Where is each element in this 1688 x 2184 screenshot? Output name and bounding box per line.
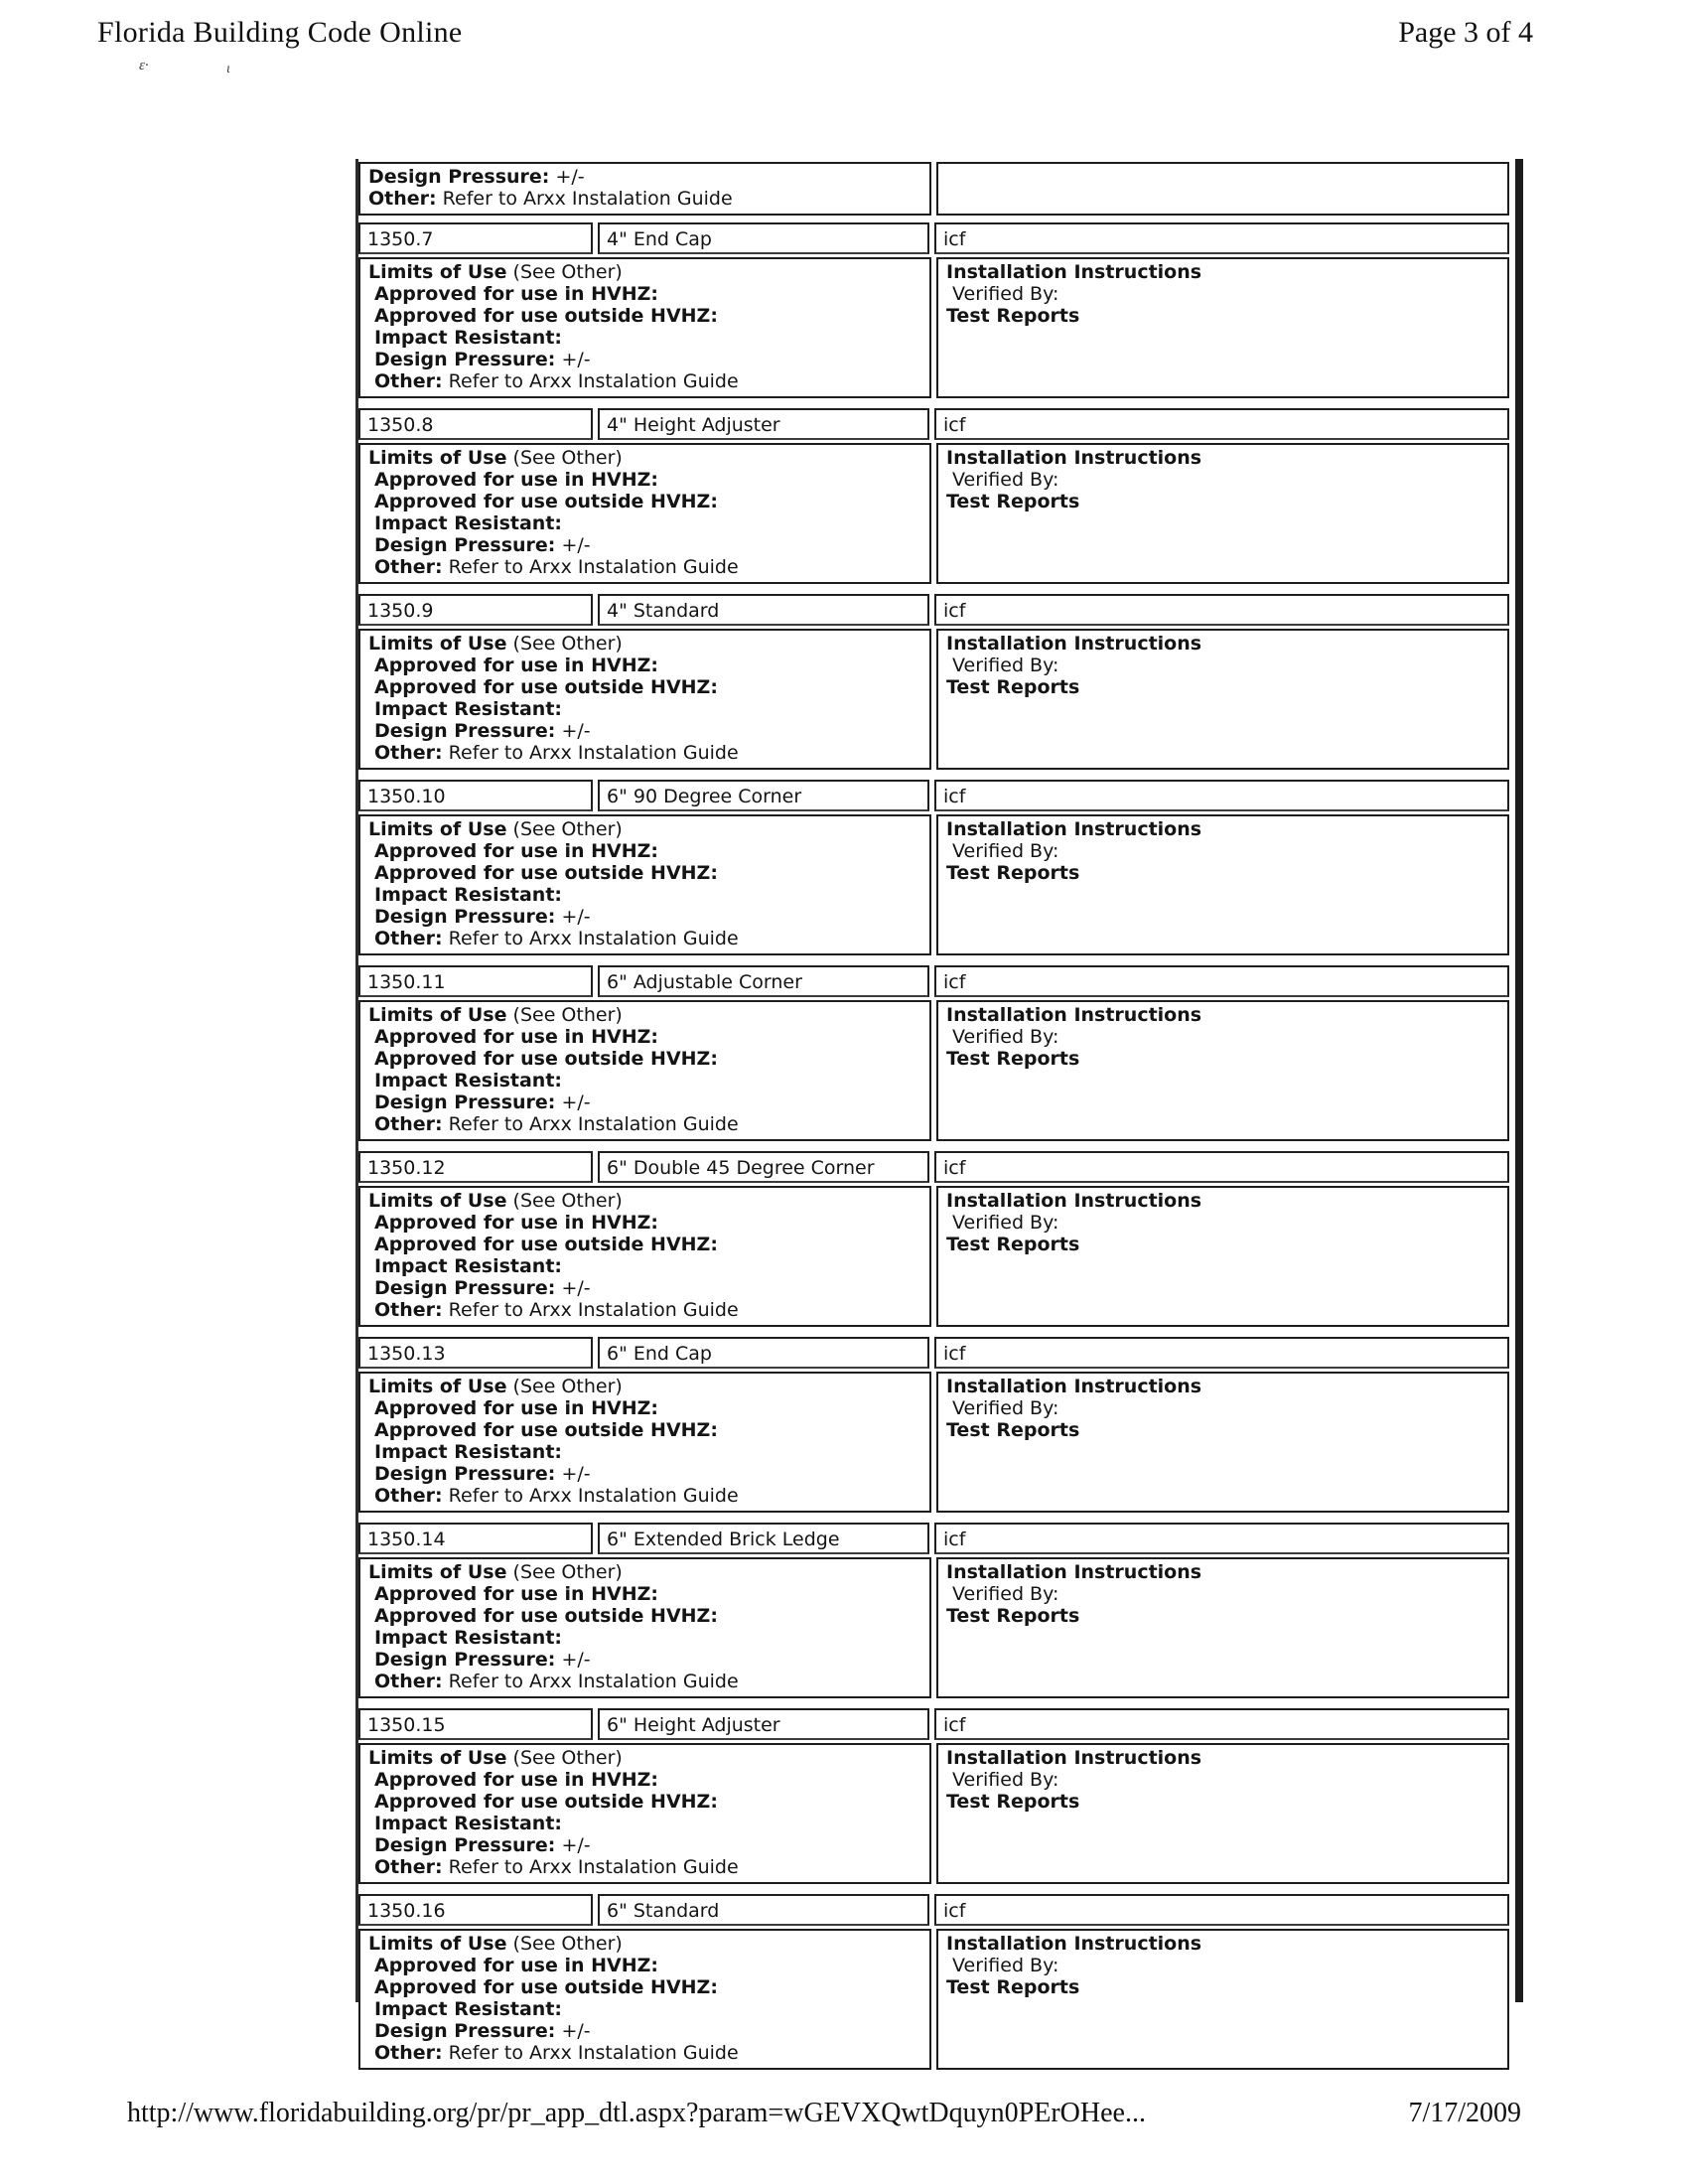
verified-by-label: Verified By: [952,1212,1059,1234]
other-label: Other: [374,1671,443,1692]
approved-in-hvhz-label: Approved for use in HVHZ: [374,469,658,491]
verified-by-label: Verified By: [952,840,1059,862]
installation-cell [936,257,1509,398]
other-label: Other: [374,2042,443,2064]
approved-in-hvhz-label: Approved for use in HVHZ: [374,1583,658,1605]
design-pressure-label: Design Pressure: [368,166,550,188]
installation-instructions-label: Installation Instructions [946,818,1202,840]
approved-in-hvhz-label: Approved for use in HVHZ: [374,1212,658,1234]
limits-of-use-line [368,1004,921,1026]
limits-of-use-cell [358,1186,931,1327]
other-value: Refer to Arxx Instalation Guide [442,556,739,578]
installation-cell [936,1929,1509,2070]
other-label: Other: [374,742,443,764]
limits-of-use-label: Limits of Use [368,1747,507,1769]
installation-cell [936,1557,1509,1698]
other-label: Other: [374,1856,443,1878]
limits-of-use-line [368,1376,921,1397]
approved-in-hvhz-label: Approved for use in HVHZ: [374,840,658,862]
entry-description: 4" Standard [598,594,929,626]
product-entry [358,1708,1509,1884]
installation-cell [936,1000,1509,1141]
other-label: Other: [374,1485,443,1507]
impact-resistant-label: Impact Resistant: [374,1627,563,1649]
limits-of-use-label: Limits of Use [368,1561,507,1583]
test-reports-label: Test Reports [946,676,1080,698]
entry-id: 1350.9 [358,594,593,626]
limits-of-use-line [368,1190,921,1212]
installation-instructions-label: Installation Instructions [946,1190,1202,1212]
limits-of-use-line [368,1747,921,1769]
design-pressure-value: +/- [555,349,591,370]
entry-header-row [358,1894,1509,1926]
other-value: Refer to Arxx Instalation Guide [442,1485,739,1507]
test-reports-label: Test Reports [946,1605,1080,1627]
product-entry [358,594,1509,770]
entry-details [358,1557,1509,1698]
entry-details [358,1372,1509,1513]
entry-description: 6" End Cap [598,1337,929,1369]
scan-artifact-mark: ε· [139,58,149,73]
entry-id: 1350.10 [358,780,593,811]
limits-of-use-label: Limits of Use [368,261,507,283]
entry-details [358,629,1509,770]
approved-in-hvhz-label: Approved for use in HVHZ: [374,283,658,305]
design-pressure-line [368,1463,921,1485]
product-entry [358,222,1509,398]
verified-by-label: Verified By: [952,469,1059,491]
test-reports-label: Test Reports [946,1048,1080,1070]
limits-of-use-line [368,1561,921,1583]
design-pressure-label: Design Pressure: [374,1463,556,1485]
entry-id: 1350.12 [358,1151,593,1183]
entry-description: 4" End Cap [598,222,929,254]
entry-id: 1350.11 [358,965,593,997]
limits-of-use-cell [358,257,931,398]
limits-of-use-label: Limits of Use [368,1376,507,1397]
limits-of-use-label: Limits of Use [368,1004,507,1026]
other-line [368,188,921,210]
other-value: Refer to Arxx Instalation Guide [442,928,739,949]
carryover-limits-cell [358,162,931,216]
product-entry [358,1523,1509,1698]
product-entry [358,1894,1509,2070]
design-pressure-label: Design Pressure: [374,906,556,928]
print-footer [0,2098,1688,2129]
approved-in-hvhz-label: Approved for use in HVHZ: [374,1026,658,1048]
entry-category: icf [934,780,1509,811]
impact-resistant-label: Impact Resistant: [374,1070,563,1092]
design-pressure-value: +/- [555,1277,591,1299]
design-pressure-label: Design Pressure: [374,720,556,742]
product-entry [358,1151,1509,1327]
installation-cell [936,1186,1509,1327]
entry-id: 1350.13 [358,1337,593,1369]
design-pressure-line [368,1092,921,1113]
limits-of-use-cell [358,1372,931,1513]
other-line [368,556,921,578]
limits-of-use-label: Limits of Use [368,1190,507,1212]
design-pressure-line [368,1649,921,1671]
carryover-block [358,162,1509,216]
other-value: Refer to Arxx Instalation Guide [442,1113,739,1135]
other-label: Other: [368,188,437,210]
limits-of-use-note: (See Other) [506,1004,623,1026]
entry-details [358,814,1509,955]
test-reports-label: Test Reports [946,305,1080,327]
entry-category: icf [934,1523,1509,1554]
installation-instructions-label: Installation Instructions [946,1561,1202,1583]
approved-outside-hvhz-label: Approved for use outside HVHZ: [374,1234,718,1255]
installation-instructions-label: Installation Instructions [946,447,1202,469]
test-reports-label: Test Reports [946,862,1080,884]
installation-instructions-label: Installation Instructions [946,261,1202,283]
entries-list [358,222,1509,2070]
limits-of-use-note: (See Other) [506,1747,623,1769]
installation-instructions-label: Installation Instructions [946,1004,1202,1026]
other-value: Refer to Arxx Instalation Guide [442,1856,739,1878]
entry-id: 1350.15 [358,1708,593,1740]
design-pressure-label: Design Pressure: [374,534,556,556]
impact-resistant-label: Impact Resistant: [374,884,563,906]
approved-in-hvhz-label: Approved for use in HVHZ: [374,1397,658,1419]
limits-of-use-line [368,261,921,283]
design-pressure-label: Design Pressure: [374,1649,556,1671]
entry-details [358,1186,1509,1327]
limits-of-use-cell [358,814,931,955]
test-reports-label: Test Reports [946,1234,1080,1255]
test-reports-label: Test Reports [946,491,1080,512]
installation-instructions-label: Installation Instructions [946,1933,1202,1955]
installation-instructions-label: Installation Instructions [946,1747,1202,1769]
entry-description: 4" Height Adjuster [598,408,929,440]
other-line [368,1856,921,1878]
design-pressure-value: +/- [555,534,591,556]
limits-of-use-note: (See Other) [506,1190,623,1212]
other-label: Other: [374,1113,443,1135]
other-label: Other: [374,370,443,392]
product-entry [358,408,1509,584]
limits-of-use-line [368,1933,921,1955]
limits-of-use-note: (See Other) [506,633,623,655]
installation-instructions-label: Installation Instructions [946,633,1202,655]
installation-cell [936,629,1509,770]
entry-id: 1350.8 [358,408,593,440]
verified-by-label: Verified By: [952,1583,1059,1605]
entry-header-row [358,594,1509,626]
other-line [368,370,921,392]
entry-id: 1350.7 [358,222,593,254]
entry-header-row [358,1337,1509,1369]
entry-details [358,1929,1509,2070]
limits-of-use-cell [358,443,931,584]
approved-outside-hvhz-label: Approved for use outside HVHZ: [374,305,718,327]
design-pressure-value: +/- [555,1463,591,1485]
design-pressure-label: Design Pressure: [374,2020,556,2042]
impact-resistant-label: Impact Resistant: [374,512,563,534]
entry-category: icf [934,965,1509,997]
footer-url: http://www.floridabuilding.org/pr/pr_app_dtl.aspx?param=wGEVXQwtDquyn0PErOHee... [127,2098,1146,2128]
approved-outside-hvhz-label: Approved for use outside HVHZ: [374,676,718,698]
limits-of-use-cell [358,1929,931,2070]
entry-description: 6" Double 45 Degree Corner [598,1151,929,1183]
limits-of-use-note: (See Other) [506,1933,623,1955]
entry-category: icf [934,1708,1509,1740]
design-pressure-label: Design Pressure: [374,1092,556,1113]
approved-in-hvhz-label: Approved for use in HVHZ: [374,1769,658,1791]
limits-of-use-cell [358,629,931,770]
entry-details [358,1000,1509,1141]
entry-category: icf [934,1151,1509,1183]
limits-of-use-label: Limits of Use [368,447,507,469]
impact-resistant-label: Impact Resistant: [374,1255,563,1277]
design-pressure-value: +/- [555,906,591,928]
entry-id: 1350.16 [358,1894,593,1926]
design-pressure-line [368,2020,921,2042]
approved-outside-hvhz-label: Approved for use outside HVHZ: [374,1419,718,1441]
other-value: Refer to Arxx Instalation Guide [442,1671,739,1692]
design-pressure-line [368,1834,921,1856]
impact-resistant-label: Impact Resistant: [374,327,563,349]
entry-header-row [358,1523,1509,1554]
product-entry [358,1337,1509,1513]
design-pressure-label: Design Pressure: [374,349,556,370]
impact-resistant-label: Impact Resistant: [374,1441,563,1463]
limits-of-use-line [368,633,921,655]
test-reports-label: Test Reports [946,1791,1080,1813]
entry-details [358,443,1509,584]
design-pressure-value: +/- [555,720,591,742]
installation-cell [936,443,1509,584]
limits-of-use-label: Limits of Use [368,818,507,840]
entry-category: icf [934,222,1509,254]
test-reports-label: Test Reports [946,1976,1080,1998]
design-pressure-label: Design Pressure: [374,1834,556,1856]
entry-description: 6" Extended Brick Ledge [598,1523,929,1554]
limits-of-use-note: (See Other) [506,1376,623,1397]
other-value: Refer to Arxx Instalation Guide [442,2042,739,2064]
verified-by-label: Verified By: [952,655,1059,676]
other-line [368,1299,921,1321]
other-label: Other: [374,556,443,578]
verified-by-label: Verified By: [952,1026,1059,1048]
limits-of-use-label: Limits of Use [368,1933,507,1955]
installation-instructions-label: Installation Instructions [946,1376,1202,1397]
other-value: Refer to Arxx Instalation Guide [442,742,739,764]
design-pressure-line [368,720,921,742]
limits-of-use-note: (See Other) [506,261,623,283]
product-approval-table [355,159,1523,2064]
design-pressure-line [368,534,921,556]
page-title: Florida Building Code Online [97,16,463,49]
approved-outside-hvhz-label: Approved for use outside HVHZ: [374,1605,718,1627]
approved-outside-hvhz-label: Approved for use outside HVHZ: [374,491,718,512]
limits-of-use-note: (See Other) [506,447,623,469]
entry-description: 6" Height Adjuster [598,1708,929,1740]
entry-category: icf [934,1337,1509,1369]
limits-of-use-cell [358,1743,931,1884]
other-label: Other: [374,928,443,949]
impact-resistant-label: Impact Resistant: [374,1813,563,1834]
product-entry [358,965,1509,1141]
design-pressure-line [368,166,921,188]
approved-in-hvhz-label: Approved for use in HVHZ: [374,1955,658,1976]
entry-header-row [358,222,1509,254]
carryover-empty-cell [936,162,1509,216]
other-line [368,1113,921,1135]
other-line [368,928,921,949]
entry-header-row [358,780,1509,811]
other-value: Refer to Arxx Instalation Guide [436,188,733,210]
limits-of-use-line [368,818,921,840]
installation-cell [936,1372,1509,1513]
approved-outside-hvhz-label: Approved for use outside HVHZ: [374,862,718,884]
verified-by-label: Verified By: [952,1397,1059,1419]
footer-date: 7/17/2009 [1408,2098,1521,2128]
design-pressure-value: +/- [555,1649,591,1671]
verified-by-label: Verified By: [952,1955,1059,1976]
design-pressure-line [368,1277,921,1299]
other-value: Refer to Arxx Instalation Guide [442,370,739,392]
other-line [368,2042,921,2064]
limits-of-use-line [368,447,921,469]
approved-outside-hvhz-label: Approved for use outside HVHZ: [374,1048,718,1070]
limits-of-use-cell [358,1000,931,1141]
limits-of-use-cell [358,1557,931,1698]
design-pressure-value: +/- [549,166,585,188]
impact-resistant-label: Impact Resistant: [374,698,563,720]
entry-header-row [358,1708,1509,1740]
entry-description: 6" Adjustable Corner [598,965,929,997]
other-value: Refer to Arxx Instalation Guide [442,1299,739,1321]
design-pressure-label: Design Pressure: [374,1277,556,1299]
limits-of-use-note: (See Other) [506,1561,623,1583]
design-pressure-value: +/- [555,2020,591,2042]
design-pressure-value: +/- [555,1834,591,1856]
installation-cell [936,814,1509,955]
other-label: Other: [374,1299,443,1321]
verified-by-label: Verified By: [952,1769,1059,1791]
entry-header-row [358,408,1509,440]
design-pressure-line [368,906,921,928]
limits-of-use-note: (See Other) [506,818,623,840]
test-reports-label: Test Reports [946,1419,1080,1441]
entry-id: 1350.14 [358,1523,593,1554]
approved-outside-hvhz-label: Approved for use outside HVHZ: [374,1791,718,1813]
other-line [368,1485,921,1507]
installation-cell [936,1743,1509,1884]
impact-resistant-label: Impact Resistant: [374,1998,563,2020]
product-entry [358,780,1509,955]
entry-details [358,257,1509,398]
entry-description: 6" 90 Degree Corner [598,780,929,811]
approved-in-hvhz-label: Approved for use in HVHZ: [374,655,658,676]
other-line [368,742,921,764]
design-pressure-value: +/- [555,1092,591,1113]
page-number: Page 3 of 4 [1398,16,1533,49]
entry-description: 6" Standard [598,1894,929,1926]
entry-category: icf [934,408,1509,440]
other-line [368,1671,921,1692]
verified-by-label: Verified By: [952,283,1059,305]
entry-details [358,1743,1509,1884]
design-pressure-line [368,349,921,370]
limits-of-use-label: Limits of Use [368,633,507,655]
entry-header-row [358,1151,1509,1183]
entry-category: icf [934,594,1509,626]
entry-header-row [358,965,1509,997]
entry-category: icf [934,1894,1509,1926]
approved-outside-hvhz-label: Approved for use outside HVHZ: [374,1976,718,1998]
scan-artifact-mark: ι [226,62,230,76]
